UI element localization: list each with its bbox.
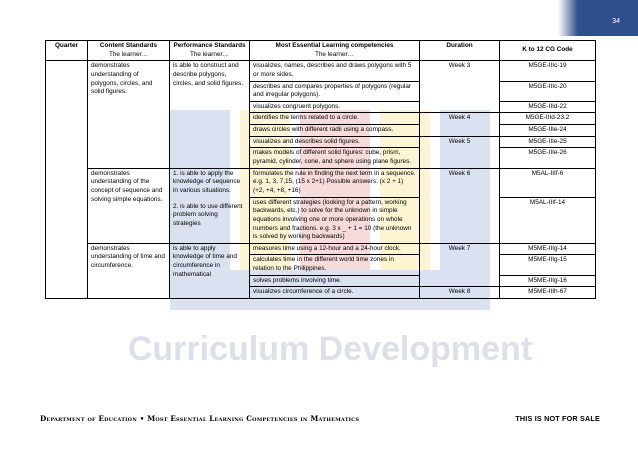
corner-banner <box>578 0 638 36</box>
competency-cell: identifies the terms related to a circle. <box>250 113 420 125</box>
competency-cell: measures time using a 12-hour and a 24-hour clock. <box>250 243 420 255</box>
page-footer <box>40 414 600 423</box>
page-number: 34 <box>612 18 620 25</box>
table-row <box>46 168 596 197</box>
competency-cell: visualizes, names, describes and draws polygons with 5 or more sides. <box>250 61 420 81</box>
table-row <box>46 243 596 255</box>
competency-cell: makes models of different solid figures: cube, prism, pyramid, cylinder, cone, and sphere using plane figures. <box>250 148 420 168</box>
competency-cell: uses different strategies (looking for a pattern, working backwards, etc.) to solve for the unknown in simple equations involving one or more operations on whole numbers and fractions. e.g. 3 x _ + 1 = 10 (the unknown is solved by working backwards) <box>250 197 420 243</box>
competency-cell: formulates the rule in finding the next term in a sequence. e.g. 1, 3, 7,15, (15 x 2+1) Possible answers: (x 2 + 1) (+2, +4, +8, +16) <box>250 168 420 197</box>
duration-cell: Week 7 <box>420 243 500 287</box>
duration-cell: Week 8 <box>420 287 500 299</box>
header-performance-standards: Performance Standards The learner… <box>170 41 250 61</box>
code-cell: M5GE-IIIc-19 <box>500 61 596 81</box>
curriculum-table <box>45 40 596 299</box>
code-cell: M5GE-IIId-23.2 <box>500 113 596 125</box>
header-quarter: Quarter <box>46 41 88 61</box>
code-cell: M5GE-IIIe-24 <box>500 125 596 137</box>
competency-cell: visualizes congruent polygons. <box>250 101 420 113</box>
code-cell: M5ME-IIIg-14 <box>500 243 596 255</box>
footer-notice: THIS IS NOT FOR SALE <box>515 414 600 423</box>
competency-cell: draws circles with different radii using a compass. <box>250 125 420 137</box>
duration-cell: Week 4 <box>420 113 500 136</box>
competency-cell: visualizes and describes solid figures. <box>250 136 420 148</box>
table-header-row <box>46 41 596 61</box>
code-cell: M5GE-IIId-22 <box>500 101 596 113</box>
duration-cell: Week 5 <box>420 136 500 168</box>
competency-cell: visualizes circumference of a circle. <box>250 287 420 299</box>
content-standard-cell: demonstrates understanding of polygons, circles, and solid figures. <box>88 61 170 168</box>
svg-text:Curriculum Development: Curriculum Development <box>127 330 533 368</box>
performance-standard-cell: is able to apply knowledge of time and circumference in mathematical <box>170 243 250 298</box>
code-cell: M5AL-IIIf-14 <box>500 197 596 243</box>
header-duration: Duration <box>420 41 500 61</box>
content-standard-cell: demonstrates understanding of time and circumference. <box>88 243 170 298</box>
code-cell: M5GE-IIIc-20 <box>500 81 596 101</box>
code-cell: M5ME-IIIg-15 <box>500 255 596 275</box>
performance-standard-cell: is able to construct and describe polygons, circles, and solid figures. <box>170 61 250 168</box>
code-cell: M5AL-IIIf-6 <box>500 168 596 197</box>
code-cell: M5ME-IIIg-16 <box>500 275 596 287</box>
header-code: K to 12 CG Code <box>500 41 596 61</box>
header-competencies: Most Essential Learning competencies The learner… <box>250 41 420 61</box>
code-cell: M5GE-IIIe-25 <box>500 136 596 148</box>
performance-standard-cell <box>170 168 250 243</box>
performance-item: 2. is able to use different problem solving strategies <box>173 202 243 227</box>
competency-cell: calculates time in the different world time zones in relation to the Philippines. <box>250 255 420 275</box>
competency-cell: solves problems involving time. <box>250 275 420 287</box>
duration-cell: Week 6 <box>420 168 500 243</box>
content-standard-cell: demonstrates understanding of the concept of sequence and solving simple equations. <box>88 168 170 243</box>
table-row <box>46 61 596 81</box>
competency-cell: describes and compares properties of polygons (regular and irregular polygons). <box>250 81 420 101</box>
duration-cell: Week 3 <box>420 61 500 113</box>
code-cell: M5ME-IIIh-67 <box>500 287 596 299</box>
code-cell: M5GE-IIIe-26 <box>500 148 596 168</box>
header-content-standards: Content Standards The learner… <box>88 41 170 61</box>
footer-department: Department of Education • Most Essential Learning Competencies in Mathematics <box>40 414 360 423</box>
quarter-cell <box>46 61 88 299</box>
performance-item: 1. is able to apply the knowledge of sequence in various situations. <box>173 169 241 194</box>
